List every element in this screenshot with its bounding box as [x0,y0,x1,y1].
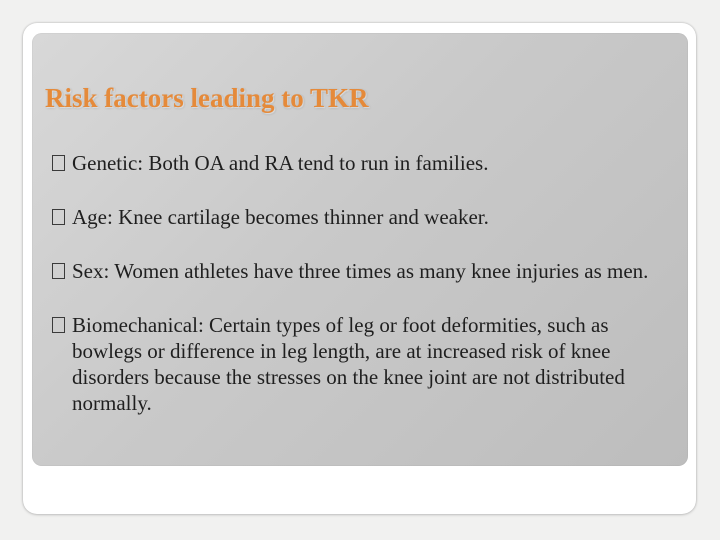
bullet-item [50,258,670,284]
bullet-text: Age: Knee cartilage becomes thinner and weaker. [72,205,489,229]
hollow-square-bullet-icon [52,209,65,225]
bullet-item [50,204,670,230]
bullet-list [50,150,670,416]
slide-title: Risk factors leading to TKR [45,83,369,113]
hollow-square-bullet-icon [52,263,65,279]
bullet-text: Sex: Women athletes have three times as many knee injuries as men. [72,259,649,283]
bullet-text: Biomechanical: Certain types of leg or foot deformities, such as bowlegs or difference in leg length, are at increased risk of knee disorders because the stresses on the knee joint are not distributed normally. [72,313,625,415]
bullet-item [50,312,670,416]
bullet-text: Genetic: Both OA and RA tend to run in families. [72,151,489,175]
hollow-square-bullet-icon [52,155,65,171]
bullet-item [50,150,670,176]
hollow-square-bullet-icon [52,317,65,333]
